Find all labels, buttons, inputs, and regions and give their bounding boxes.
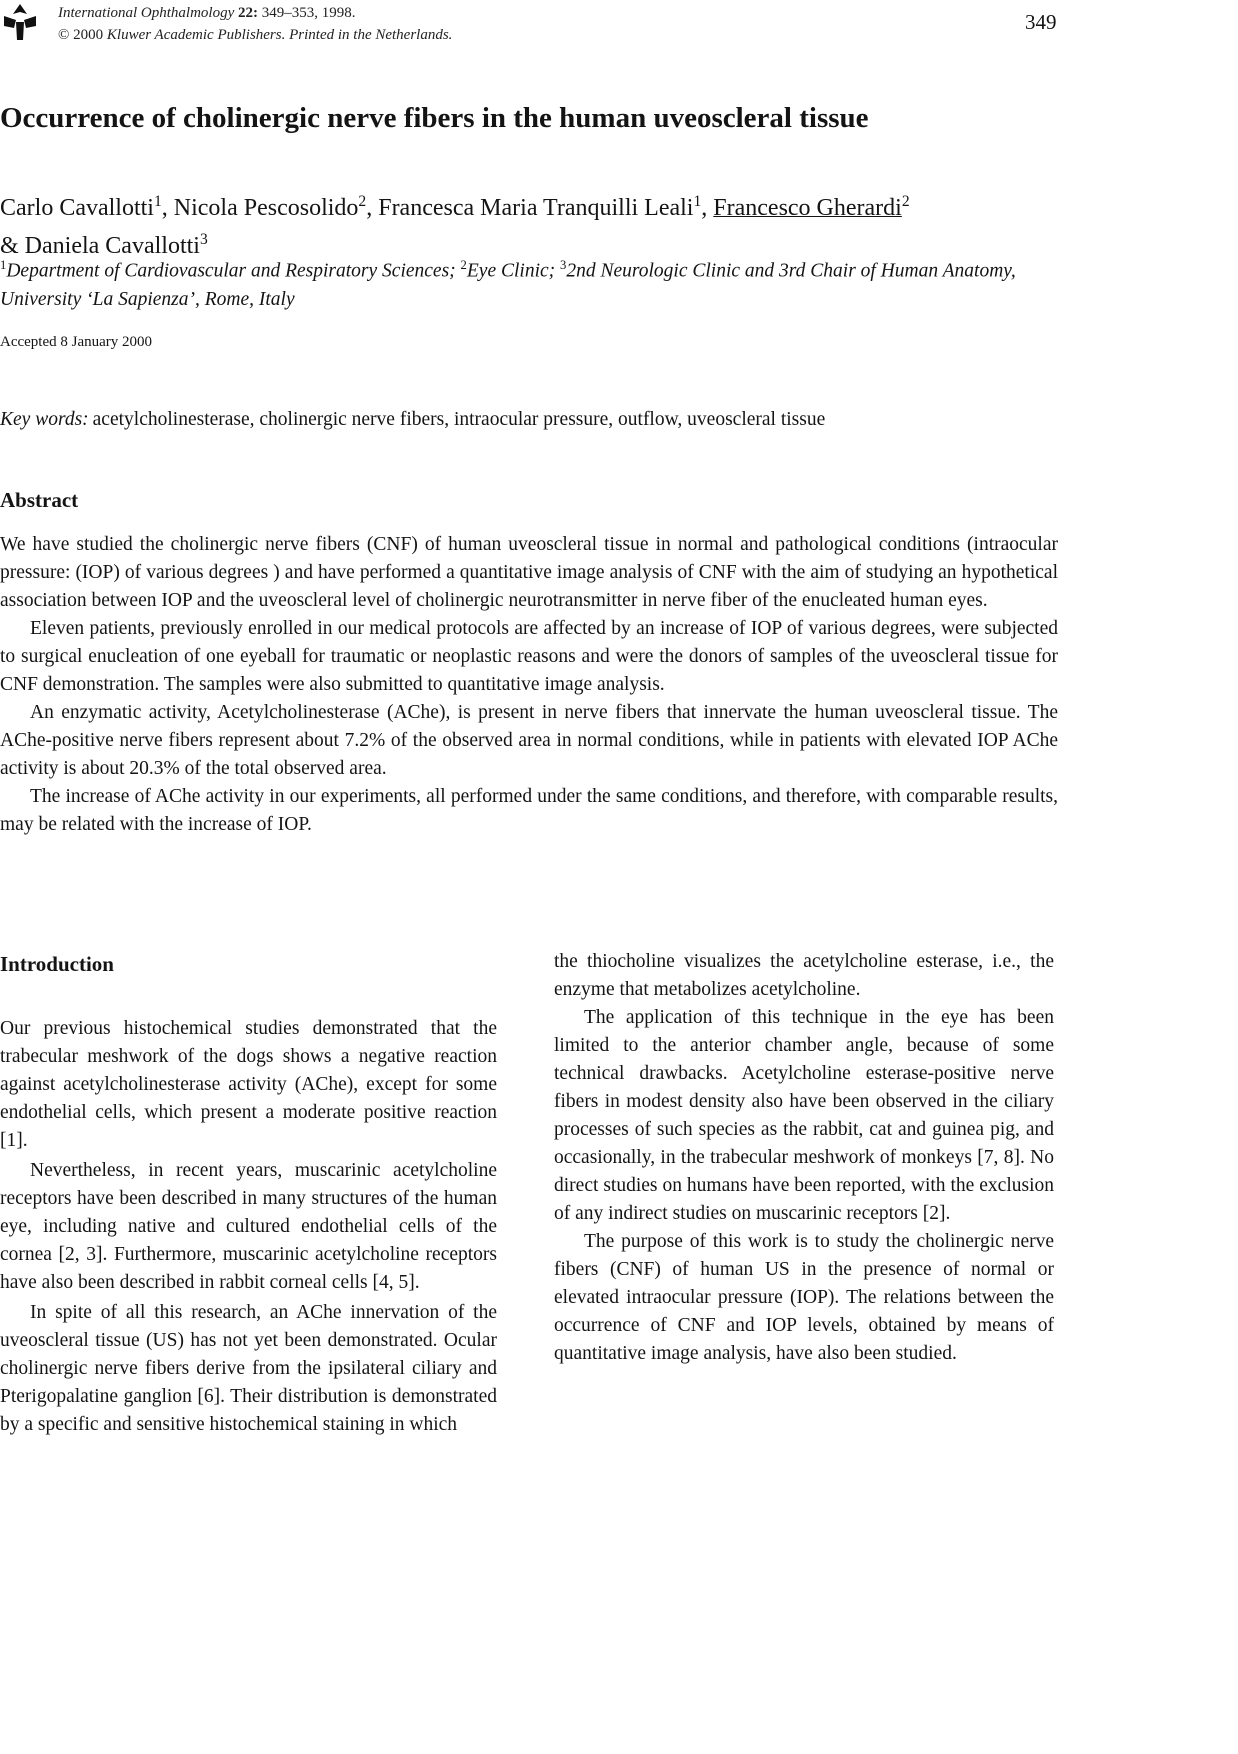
body-paragraph: Our previous histochemical studies demonstrated that the trabecular meshwork of the dogs shows a negative reaction against acetylcholinesterase activity (AChe), except for some endothelial cells, which present a moderate positive reaction [1].	[0, 1018, 497, 1151]
author-affiliation-mark: 1	[693, 193, 702, 210]
affiliation-2: Eye Clinic;	[466, 260, 556, 282]
author-name: Carlo Cavallotti	[0, 195, 154, 221]
author-name: Francesco Gherardi	[713, 195, 902, 221]
author-separator: ,	[161, 195, 168, 221]
article-title: Occurrence of cholinergic nerve fibers in the human uveoscleral tissue	[0, 102, 869, 134]
author-affiliation-mark: 2	[901, 193, 910, 210]
introduction-heading: Introduction	[0, 952, 114, 976]
journal-name: International Ophthalmology	[58, 5, 235, 21]
affiliations	[0, 251, 1070, 314]
abstract-paragraph: We have studied the cholinergic nerve fibers (CNF) of human uveoscleral tissue in normal and pathological conditions (intraocular pressure: (IOP) of various degrees ) and have performed a quantitative image analysis of CNF with the aim of studying an hypothetical association between IOP and the uveoscleral level of cholinergic neurotransmitter in nerve fiber of the enucleated human eyes.	[0, 534, 1058, 611]
author-affiliation-mark: 2	[358, 193, 367, 210]
body-paragraph: Nevertheless, in recent years, muscarinic acetylcholine receptors have been described in many structures of the human eye, including native and cultured endothelial cells of the cornea [2, 3]. Furthermore, muscarinic acetylcholine receptors have also been described in rabbit corneal cells [4, 5].	[0, 1160, 497, 1293]
keywords-text: acetylcholinesterase, cholinergic nerve fibers, intraocular pressure, outflow, uveoscleral tissue	[92, 409, 826, 430]
author-ampersand: &	[0, 233, 19, 259]
abstract-heading: Abstract	[0, 488, 79, 512]
introduction-left-column	[0, 1015, 497, 1439]
author-separator: ,	[366, 195, 373, 221]
author-name: Francesca Maria Tranquilli Leali	[378, 195, 694, 221]
abstract-paragraph: Eleven patients, previously enrolled in our medical protocols are affected by an increase of IOP of various degrees, were subjected to surgical enucleation of one eyeball for traumatic or neoplastic reasons and were the donors of samples of the uveoscleral tissue for CNF demonstration. The samples were also submitted to quantitative image analysis.	[0, 618, 1058, 695]
journal-citation	[58, 2, 452, 46]
author-name: Nicola Pescosolido	[173, 195, 359, 221]
journal-pages-year: 349–353, 1998.	[261, 5, 356, 21]
affiliation-3: 2nd Neurologic Clinic and 3rd Chair of Human Anatomy, University ‘La Sapienza’, Rome, Italy	[0, 260, 1016, 310]
affiliation-number: 1	[0, 258, 7, 272]
author-separator: ,	[701, 195, 708, 221]
keywords-label: Key words:	[0, 409, 89, 430]
affiliation-number: 2	[460, 258, 467, 272]
body-paragraph: the thiocholine visualizes the acetylcholine esterase, i.e., the enzyme that metabolizes acetylcholine.	[554, 951, 1054, 1000]
abstract-paragraph: An enzymatic activity, Acetylcholinesterase (AChe), is present in nerve fibers that innervate the human uveoscleral tissue. The AChe-positive nerve fibers represent about 7.2% of the observed area in normal conditions, while in patients with elevated IOP AChe activity is about 20.3% of the total observed area.	[0, 702, 1058, 779]
affiliation-1: Department of Cardiovascular and Respiratory Sciences;	[6, 260, 456, 282]
journal-volume: 22:	[238, 5, 258, 21]
author-affiliation-mark: 1	[153, 193, 162, 210]
introduction-right-column	[554, 948, 1054, 1368]
accepted-date: Accepted 8 January 2000	[0, 334, 153, 350]
author-name: Daniela Cavallotti	[24, 233, 200, 259]
body-paragraph: The application of this technique in the eye has been limited to the anterior chamber angle, because of some technical drawbacks. Acetylcholine esterase-positive nerve fibers in modest density also have been observed in the ciliary processes of such species as the rabbit, cat and guinea pig, and occasionally, in the trabecular meshwork of monkeys [7, 8]. No direct studies on humans have been reported, with the exclusion of any indirect studies on muscarinic receptors [2].	[554, 1007, 1054, 1224]
affiliation-number: 3	[560, 258, 567, 272]
keywords	[0, 409, 1080, 431]
abstract-body	[0, 531, 1058, 839]
copyright-year: © 2000	[58, 27, 104, 43]
body-paragraph: The purpose of this work is to study the cholinergic nerve fibers (CNF) of human US in the presence of normal or elevated intraocular pressure (IOP). The relations between the occurrence of CNF and IOP levels, obtained by means of quantitative image analysis, have also been studied.	[554, 1231, 1054, 1364]
body-paragraph: In spite of all this research, an AChe innervation of the uveoscleral tissue (US) has not yet been demonstrated. Ocular cholinergic nerve fibers derive from the ipsilateral ciliary and Pterigopalatine ganglion [6]. Their distribution is demonstrated by a specific and sensitive histochemical staining in which	[0, 1302, 497, 1435]
publisher-logo-icon	[2, 2, 38, 42]
author-affiliation-mark: 3	[199, 231, 208, 248]
publisher-name: Kluwer Academic Publishers. Printed in the Netherlands.	[106, 27, 453, 43]
abstract-paragraph: The increase of AChe activity in our experiments, all performed under the same conditions, and therefore, with comparable results, may be related with the increase of IOP.	[0, 786, 1058, 835]
page-number: 349	[1025, 10, 1057, 34]
